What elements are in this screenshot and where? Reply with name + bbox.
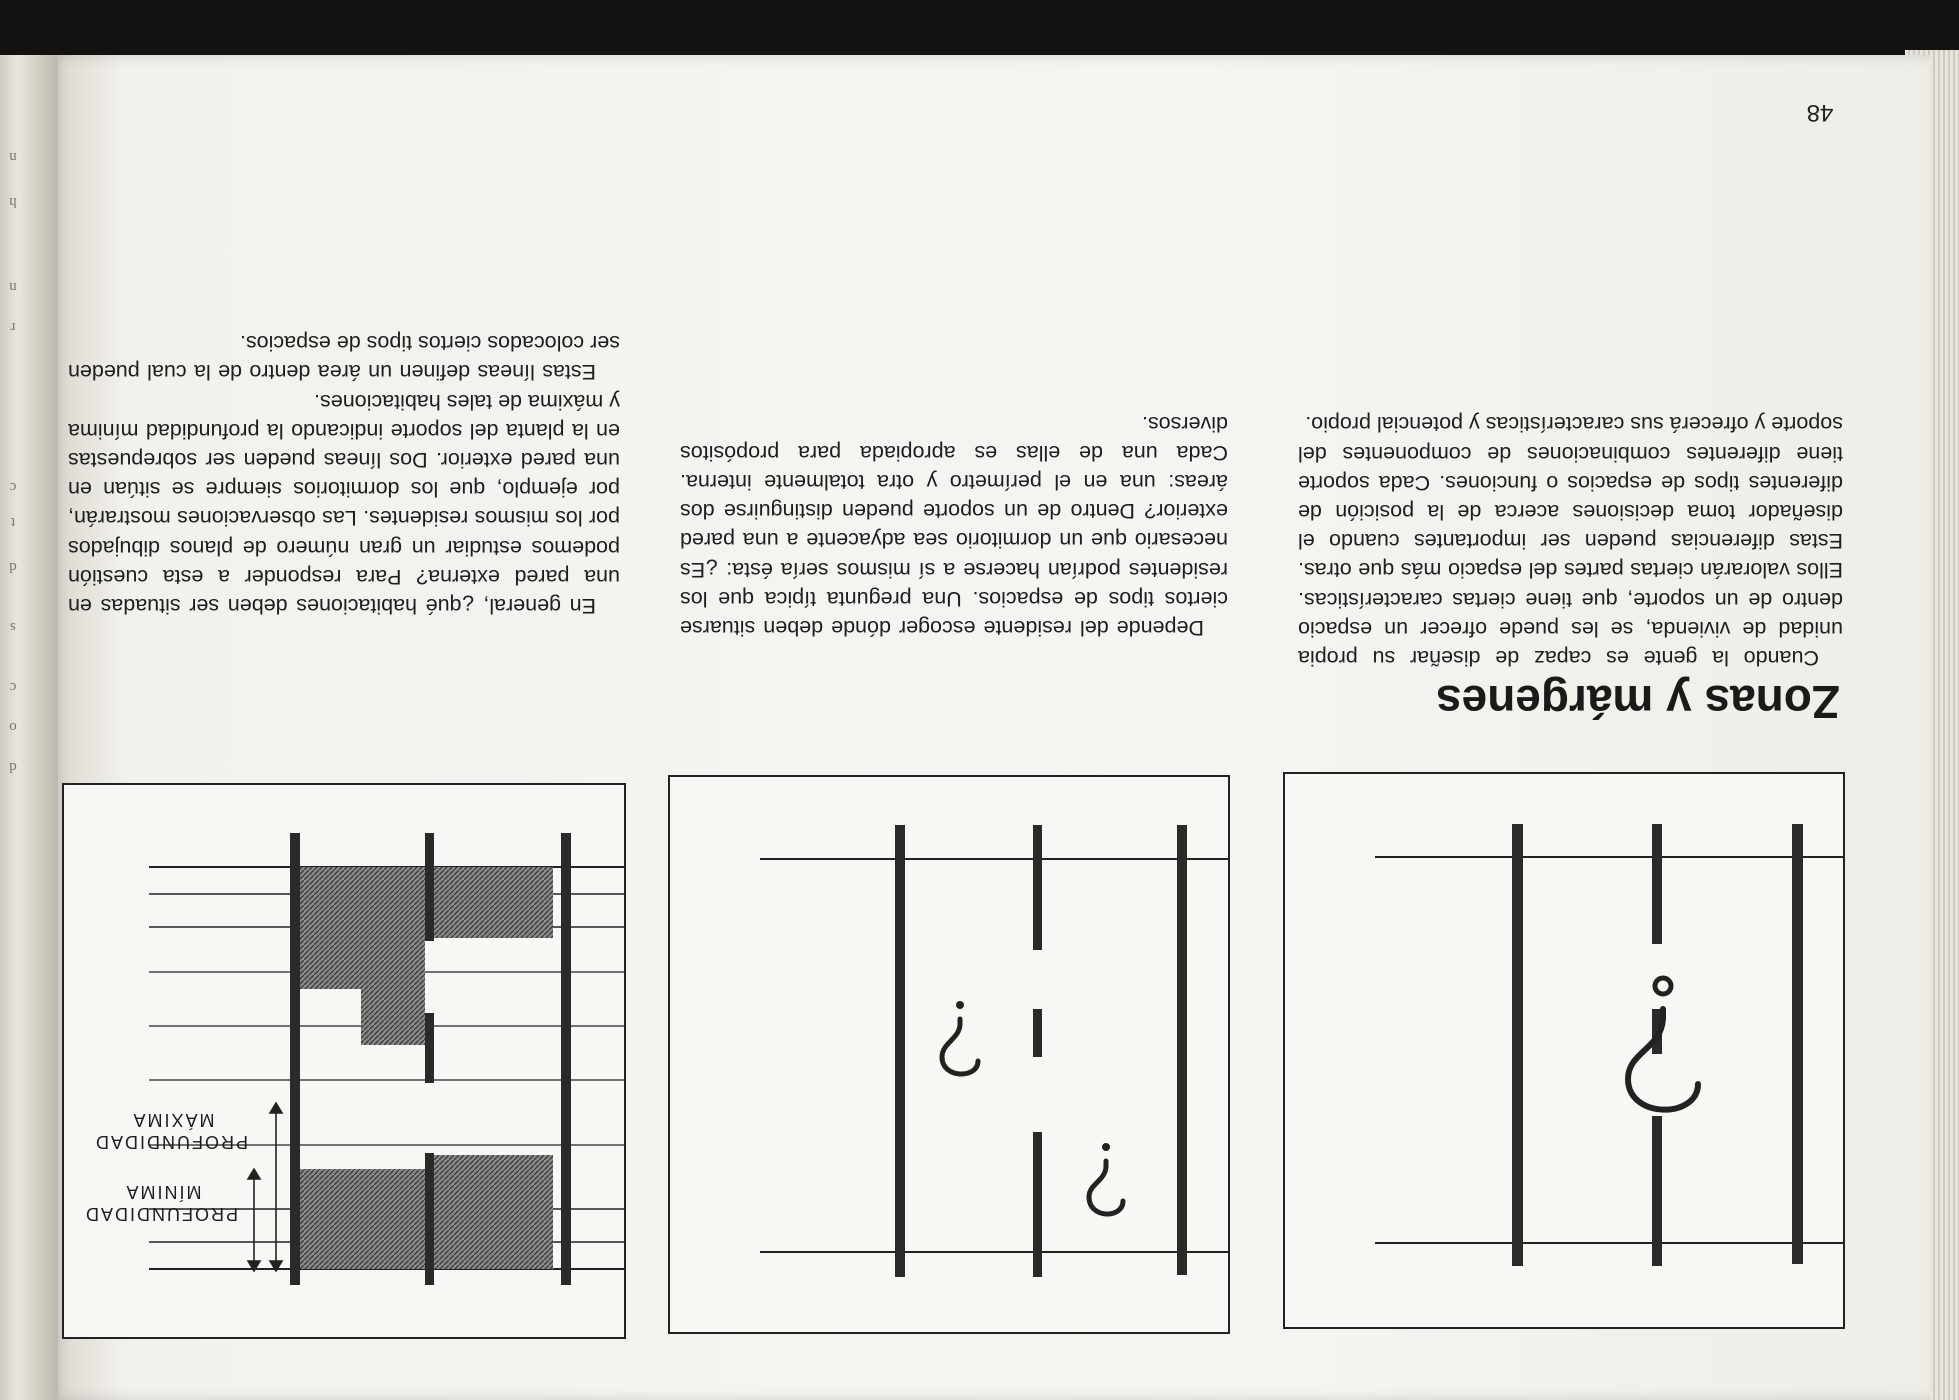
bedroom-zone [300,1169,425,1269]
text-column-2 [680,362,1228,642]
question-mark-icon [1628,978,1698,1110]
question-mark-icon [942,1001,978,1074]
bedroom-zone [300,867,425,989]
paragraph: Cuando la gente es capaz de diseñar su propia unidad de vivienda, se les puede ofrecer un espacio dentro de un soporte, que tiene ciertas características. Ellos valorarán ciertas partes del espacio más que otras. Estas diferencias pueden ser importantes cuando el diseñador toma decisiones acerca de la posición de diferentes tipos de espacios o funciones. Cada soporte tiene diferentes combinaciones de componentes del soporte y ofrecerá sus características y potencial propio. [1298,412,1843,670]
paragraph: Estas líneas definen un área dentro de la cual pueden ser colocados ciertos tipos de espacios. [68,331,620,385]
page-number: 48 [1806,99,1834,126]
support-wall [1033,1009,1042,1057]
support-wall [1177,825,1187,1275]
support-wall [1792,824,1803,1264]
diagram-panel-depths [62,783,626,1339]
adjacent-page-fragment: n h n r c t d s c o d [9,149,17,775]
support-wall [290,833,300,1285]
support-wall [1033,825,1042,950]
paragraph: En general, ¿qué habitaciones deben ser situadas en una pared externa? Para responder a esta cuestión podemos estudiar un gran número de planos dibujados por los mismos residentes. Las observaciones mostrarán, por ejemplo, que los dormitorios siempre se sitúan en una pared exterior. Dos líneas pueden ser sobrepuestas en la planta del soporte indicando la profundidad mínima y máxima de tales habitaciones. [68,389,620,618]
support-wall [895,825,905,1277]
question-mark-icon [1089,1143,1123,1214]
support-wall [1512,824,1523,1266]
support-plan-diagram [64,785,624,1337]
text-column-1 [1298,300,1843,672]
support-wall [561,833,571,1285]
max-depth-label: PROFUNDIDAD MÁXIMA [93,1110,248,1152]
bedroom-zone [361,985,425,1045]
diagram-panel-general [1283,772,1845,1329]
support-wall [425,1013,434,1083]
text-column-3 [68,300,620,620]
support-wall [425,1153,434,1285]
support-wall [425,833,434,941]
support-wall [1652,824,1662,944]
min-depth-label: PROFUNDIDAD MÍNIMA [83,1182,238,1224]
support-plan-diagram [1285,774,1843,1327]
dimension-arrow-max [270,1103,282,1271]
bedroom-zone [425,1155,553,1269]
dimension-arrow-min [248,1169,260,1271]
support-wall [1652,1116,1662,1266]
support-wall [1033,1132,1042,1277]
diagram-panel-perimeter [668,775,1230,1334]
paragraph: Depende del residente escoger dónde deben situarse ciertos tipos de espacios. Una pregunta típica que los residentes podrían hacerse a sí mismos sería ésta: ¿Es necesario que un dormitorio sea adyacente a una pared exterior? Dentro de un soporte pueden distinguirse dos áreas: una en el perímetro y otra totalmente interna. Cada una de ellas es apropiada para propósitos diversos. [680,411,1228,640]
bedroom-zone [425,867,553,938]
page-title: Zonas y márgenes [1436,676,1840,728]
support-plan-diagram [670,777,1228,1332]
